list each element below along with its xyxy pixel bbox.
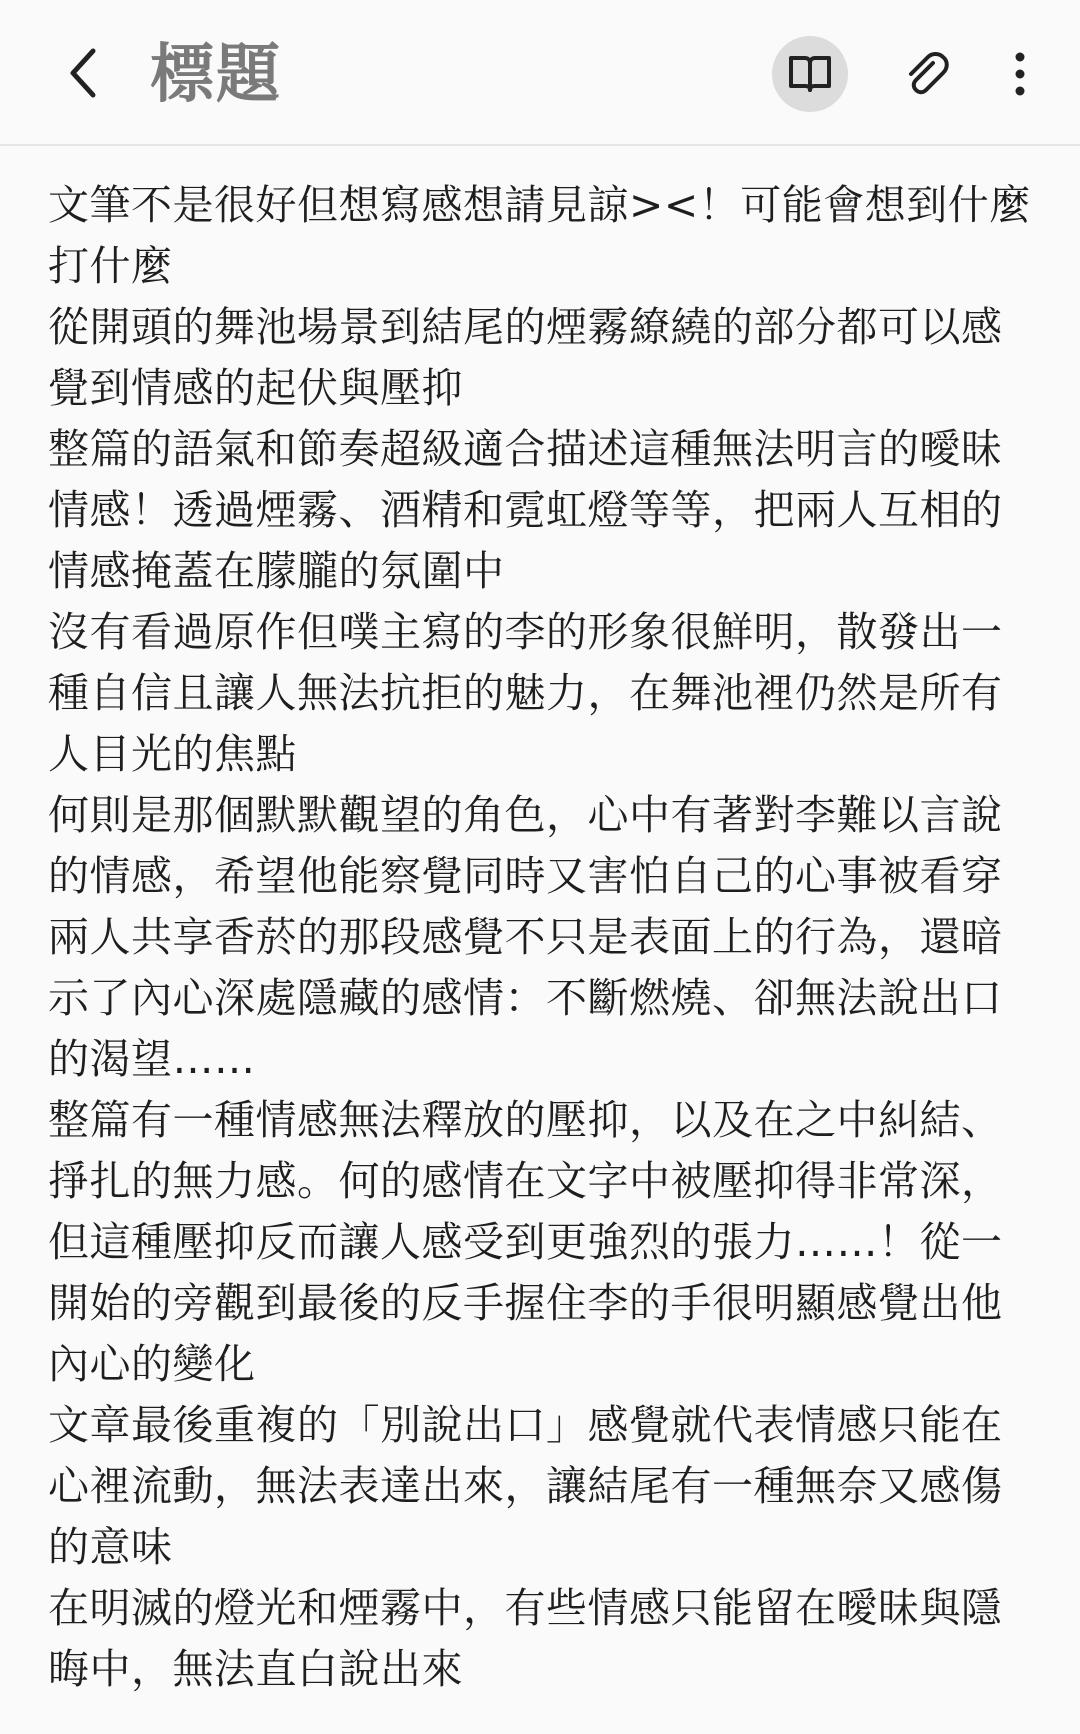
- paragraph: 兩人共享香菸的那段感覺不只是表面上的行為，還暗示了內心深處隱藏的感情：不斷燃燒、卻無法說出口的渴望……: [48, 913, 1003, 1083]
- back-button[interactable]: [48, 38, 118, 108]
- top-app-bar: [0, 0, 1080, 146]
- book-open-icon: [787, 54, 833, 94]
- paragraph: 文章最後重複的「別說出口」感覺就代表情感只能在心裡流動，無法表達出來，讓結尾有一種無奈又感傷的意味: [48, 1401, 1003, 1571]
- reading-mode-button[interactable]: [772, 36, 848, 112]
- paragraph: 沒有看過原作但噗主寫的李的形象很鮮明，散發出一種自信且讓人無法抗拒的魅力，在舞池裡仍然是所有人目光的焦點: [48, 608, 1003, 778]
- paragraph: 整篇的語氣和節奏超級適合描述這種無法明言的曖昧情感！透過煙霧、酒精和霓虹燈等等，把兩人互相的情感掩蓋在朦朧的氛圍中: [48, 425, 1003, 595]
- paragraph: 從開頭的舞池場景到結尾的煙霧繚繞的部分都可以感覺到情感的起伏與壓抑: [48, 303, 1003, 412]
- paragraph: 整篇有一種情感無法釋放的壓抑，以及在之中糾結、掙扎的無力感。何的感情在文字中被壓抑得非常深，但這種壓抑反而讓人感受到更強烈的張力……！從一開始的旁觀到最後的反手握住李的手很明顯感覺出他內心的變化: [48, 1096, 1003, 1388]
- paragraph: 文筆不是很好但想寫感想請見諒><！可能會想到什麼打什麼: [48, 181, 1031, 290]
- more-options-button[interactable]: [990, 36, 1050, 112]
- paperclip-icon: [901, 49, 951, 99]
- chevron-left-icon: [63, 45, 103, 101]
- note-body[interactable]: [48, 175, 1038, 1700]
- toolbar-actions: [772, 36, 1050, 112]
- paragraph: 何則是那個默默觀望的角色，心中有著對李難以言說的情感，希望他能察覺同時又害怕自己的心事被看穿: [48, 791, 1003, 900]
- note-title: 標題: [150, 38, 282, 112]
- attach-button[interactable]: [888, 36, 964, 112]
- more-vertical-icon: [1014, 52, 1026, 96]
- paragraph: 在明滅的燈光和煙霧中，有些情感只能留在曖昧與隱晦中，無法直白說出來: [48, 1584, 1003, 1693]
